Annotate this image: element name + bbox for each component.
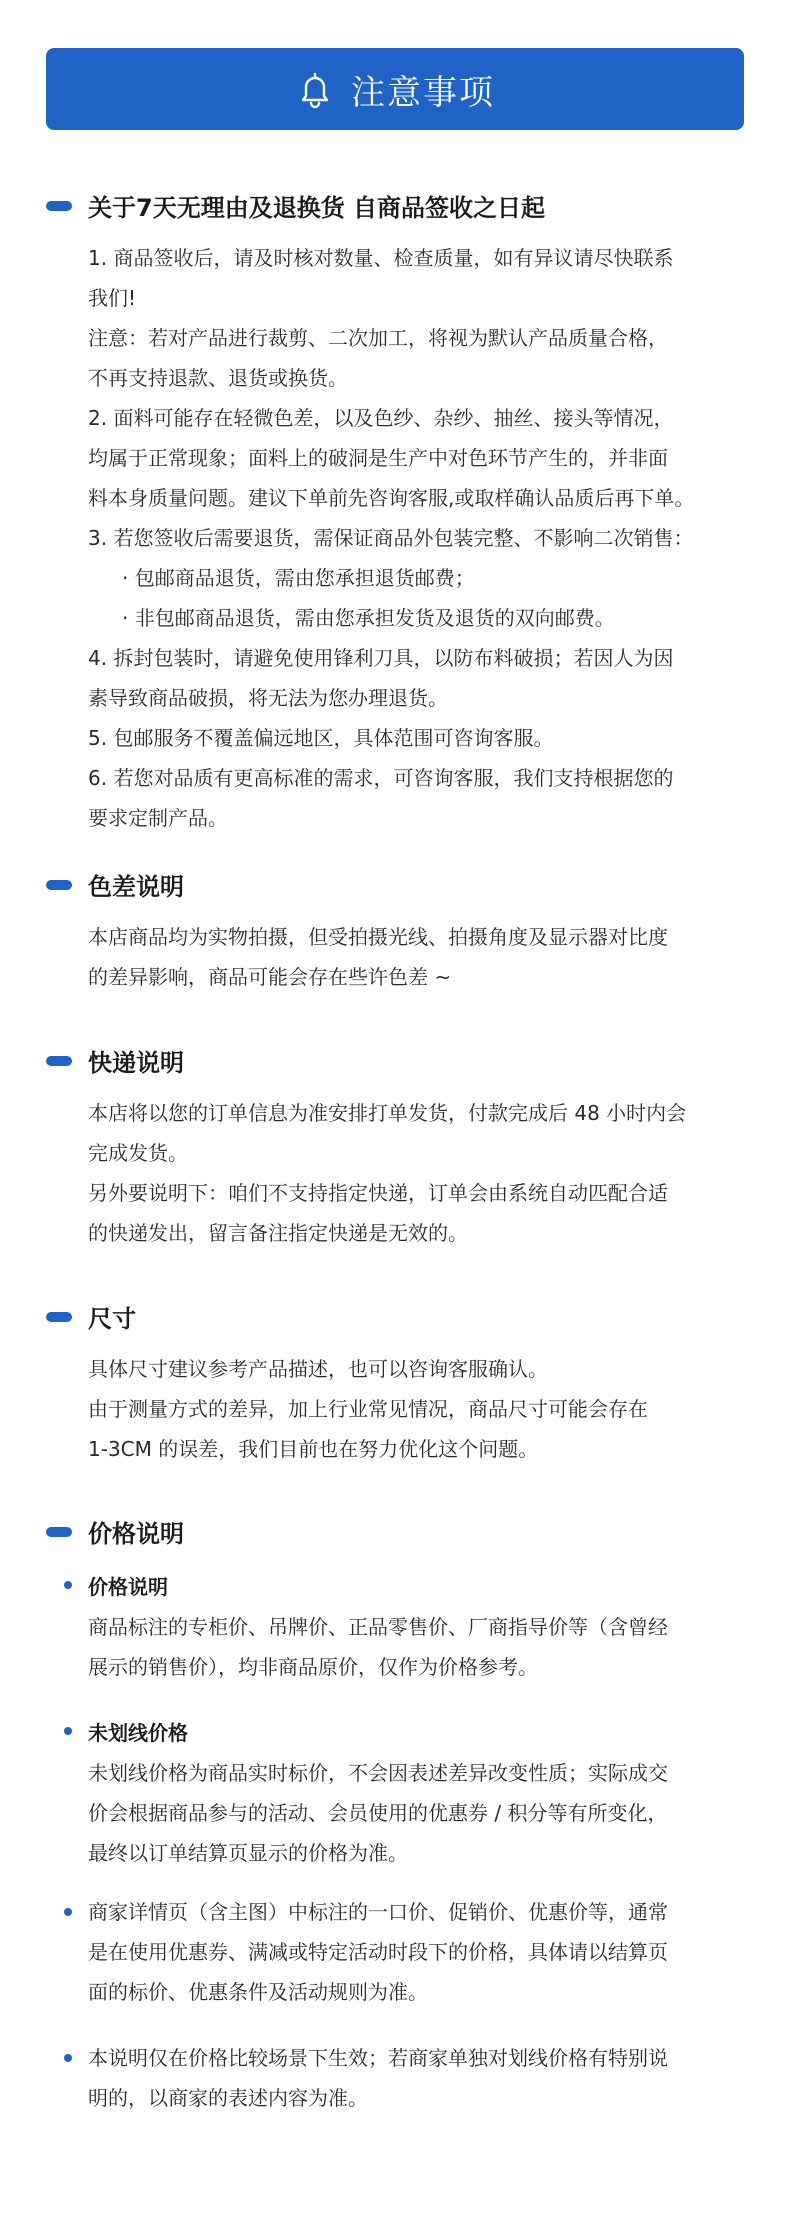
bullet-dot [64, 1727, 72, 1735]
section-heading-price: 价格说明 [46, 1514, 184, 1549]
text-line: 我们! [88, 286, 137, 310]
section-heading-returns: 关于7天无理由及退换货 自商品签收之日起 [46, 188, 545, 223]
text-line: 由于测量方式的差异，加上行业常见情况，商品尺寸可能会存在 [88, 1397, 648, 1421]
section-marker [46, 201, 72, 211]
text-line: 面的标价、优惠条件及活动规则为准。 [88, 1980, 428, 2004]
text-line: 完成发货。 [88, 1141, 188, 1165]
bell-icon [295, 69, 335, 109]
price-item-text [88, 2038, 753, 2118]
shipping-text [88, 1093, 753, 1253]
text-line: 3. 若您签收后需要退货，需保证商品外包装完整、不影响二次销售： [88, 526, 694, 550]
text-line: 本店商品均为实物拍摄，但受拍摄光线、拍摄角度及显示器对比度 [88, 925, 668, 949]
text-line: 的差异影响，商品可能会存在些许色差 ~ [88, 965, 452, 989]
price-item-text [88, 1892, 753, 2012]
section-marker [46, 880, 72, 890]
text-line: 明的，以商家的表述内容为准。 [88, 2086, 368, 2110]
bullet-dot [64, 1581, 72, 1589]
text-line: 料本身质量问题。建议下单前先咨询客服,或取样确认品质后再下单。 [88, 486, 695, 510]
text-line: 具体尺寸建议参考产品描述，也可以咨询客服确认。 [88, 1357, 548, 1381]
text-line: 素导致商品破损，将无法为您办理退货。 [88, 686, 448, 710]
section-heading-color: 色差说明 [46, 867, 184, 902]
text-line: 要求定制产品。 [88, 806, 228, 830]
section-marker [46, 1056, 72, 1066]
text-line: 不再支持退款、退货或换货。 [88, 366, 348, 390]
price-item-title: 价格说明 [88, 1575, 168, 1599]
bullet-dot [64, 1908, 72, 1916]
text-line: 另外要说明下：咱们不支持指定快递，订单会由系统自动匹配合适 [88, 1181, 668, 1205]
text-line: 未划线价格为商品实时标价，不会因表述差异改变性质；实际成交 [88, 1761, 668, 1785]
text-line: 1. 商品签收后，请及时核对数量、检查质量，如有异议请尽快联系 [88, 246, 674, 270]
text-line: 的快递发出，留言备注指定快递是无效的。 [88, 1221, 468, 1245]
section-marker [46, 1527, 72, 1537]
size-text [88, 1349, 753, 1469]
text-line: 2. 面料可能存在轻微色差，以及色纱、杂纱、抽丝、接头等情况， [88, 406, 674, 430]
text-line: 6. 若您对品质有更高标准的需求，可咨询客服，我们支持根据您的 [88, 766, 674, 790]
price-item-text [88, 1753, 753, 1873]
price-item-text [88, 1607, 753, 1687]
section-heading-shipping: 快递说明 [46, 1043, 184, 1078]
price-item-title: 未划线价格 [88, 1721, 188, 1745]
text-line: 展示的销售价），均非商品原价，仅作为价格参考。 [88, 1655, 538, 1679]
text-line: 本店将以您的订单信息为准安排打单发货，付款完成后 48 小时内会 [88, 1101, 687, 1125]
text-line: 商品标注的专柜价、吊牌价、正品零售价、厂商指导价等（含曾经 [88, 1615, 668, 1639]
text-line: · 非包邮商品退货，需由您承担发货及退货的双向邮费。 [122, 606, 615, 630]
text-line: 本说明仅在价格比较场景下生效；若商家单独对划线价格有特别说 [88, 2046, 668, 2070]
text-line: 商家详情页（含主图）中标注的一口价、促销价、优惠价等，通常 [88, 1900, 668, 1924]
returns-text [88, 238, 753, 838]
text-line: 最终以订单结算页显示的价格为准。 [88, 1841, 408, 1865]
notice-banner [46, 48, 744, 130]
banner-title: 注意事项 [351, 72, 495, 113]
text-line: · 包邮商品退货，需由您承担退货邮费； [122, 566, 475, 590]
color-text [88, 917, 753, 997]
bullet-dot [64, 2054, 72, 2062]
text-line: 5. 包邮服务不覆盖偏远地区，具体范围可咨询客服。 [88, 726, 554, 750]
text-line: 是在使用优惠券、满减或特定活动时段下的价格，具体请以结算页 [88, 1940, 668, 1964]
text-line: 1-3CM 的误差，我们目前也在努力优化这个问题。 [88, 1437, 539, 1461]
text-line: 均属于正常现象；面料上的破洞是生产中对色环节产生的，并非面 [88, 446, 668, 470]
text-line: 价会根据商品参与的活动、会员使用的优惠券 / 积分等有所变化， [88, 1801, 668, 1825]
text-line: 4. 拆封包装时，请避免使用锋利刀具，以防布料破损；若因人为因 [88, 646, 674, 670]
section-marker [46, 1312, 72, 1322]
text-line: 注意：若对产品进行裁剪、二次加工，将视为默认产品质量合格， [88, 326, 668, 350]
section-heading-size: 尺寸 [46, 1299, 136, 1334]
